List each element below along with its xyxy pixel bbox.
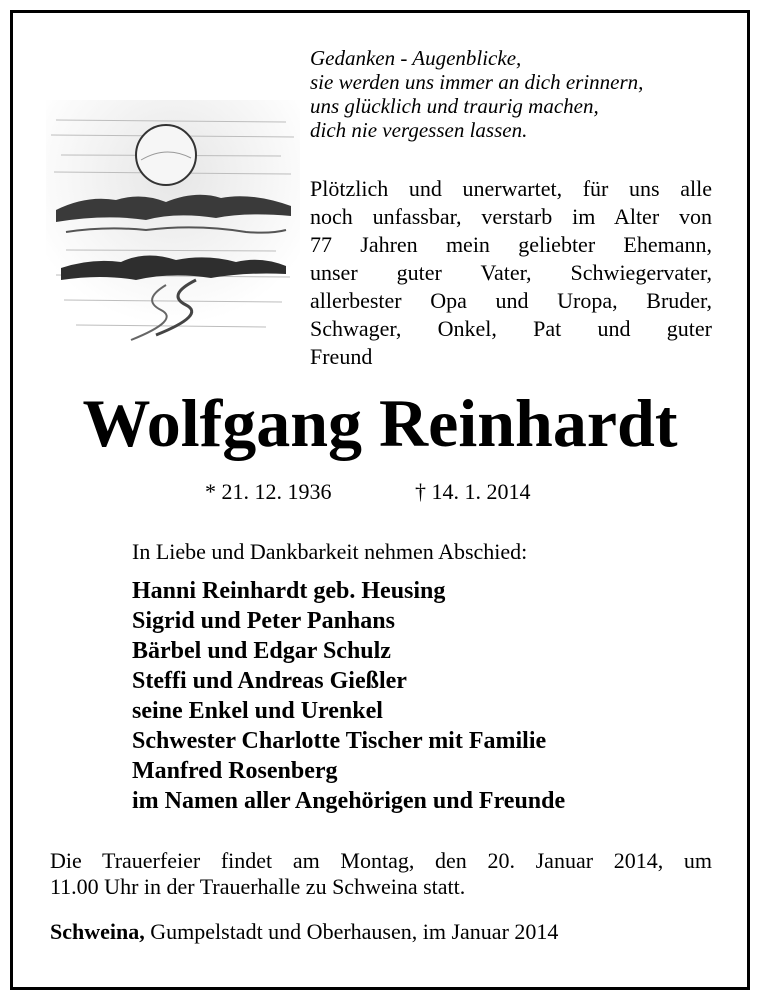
service-info: [50, 848, 712, 900]
mourner-entry: Manfred Rosenberg: [132, 758, 338, 784]
place-rest: Gumpelstadt und Oberhausen, im Januar 2014: [144, 919, 559, 944]
deceased-name: Wolfgang Reinhardt: [82, 385, 678, 461]
poem-line: uns glücklich und traurig machen,: [310, 94, 599, 118]
intro-line: Plötzlich und unerwartet, für uns alle: [310, 176, 712, 201]
intro-line: 77 Jahren mein geliebter Ehemann,: [310, 232, 712, 257]
birth-date: * 21. 12. 1936: [205, 479, 332, 504]
farewell-text: In Liebe und Dankbarkeit nehmen Abschied:: [132, 539, 528, 564]
poem: [310, 46, 730, 142]
sunset-sea-sketch-icon: [46, 100, 300, 350]
intro-line: noch unfassbar, verstarb im Alter von: [310, 204, 712, 229]
intro-text: [310, 175, 712, 371]
intro-line: Schwager, Onkel, Pat und guter: [310, 316, 712, 341]
intro-line: allerbester Opa und Uropa, Bruder,: [310, 288, 712, 313]
life-dates: [205, 478, 531, 506]
intro-line: unser guter Vater, Schwiegervater,: [310, 260, 712, 285]
mourner-entry: Bärbel und Edgar Schulz: [132, 638, 391, 664]
service-line: 11.00 Uhr in der Trauerhalle zu Schweina statt.: [50, 874, 466, 899]
mourner-entry: seine Enkel und Urenkel: [132, 698, 383, 724]
mourner-entry: Steffi und Andreas Gießler: [132, 668, 407, 694]
place-and-date: [50, 918, 558, 946]
intro-line: Freund: [310, 344, 373, 369]
mourner-entry: Sigrid und Peter Panhans: [132, 608, 395, 634]
mourner-entry: Hanni Reinhardt geb. Heusing: [132, 578, 446, 604]
mourner-entry: im Namen aller Angehörigen und Freunde: [132, 788, 566, 814]
place-town: Schweina,: [50, 919, 145, 944]
poem-line: Gedanken - Augenblicke,: [310, 46, 522, 70]
service-line: Die Trauerfeier findet am Montag, den 20. Januar 2014, um: [50, 848, 712, 873]
mourners-list: [132, 576, 565, 816]
poem-line: dich nie vergessen lassen.: [310, 118, 528, 142]
death-date: † 14. 1. 2014: [415, 479, 531, 504]
mourner-entry: Schwester Charlotte Tischer mit Familie: [132, 728, 547, 754]
poem-line: sie werden uns immer an dich erinnern,: [310, 70, 644, 94]
